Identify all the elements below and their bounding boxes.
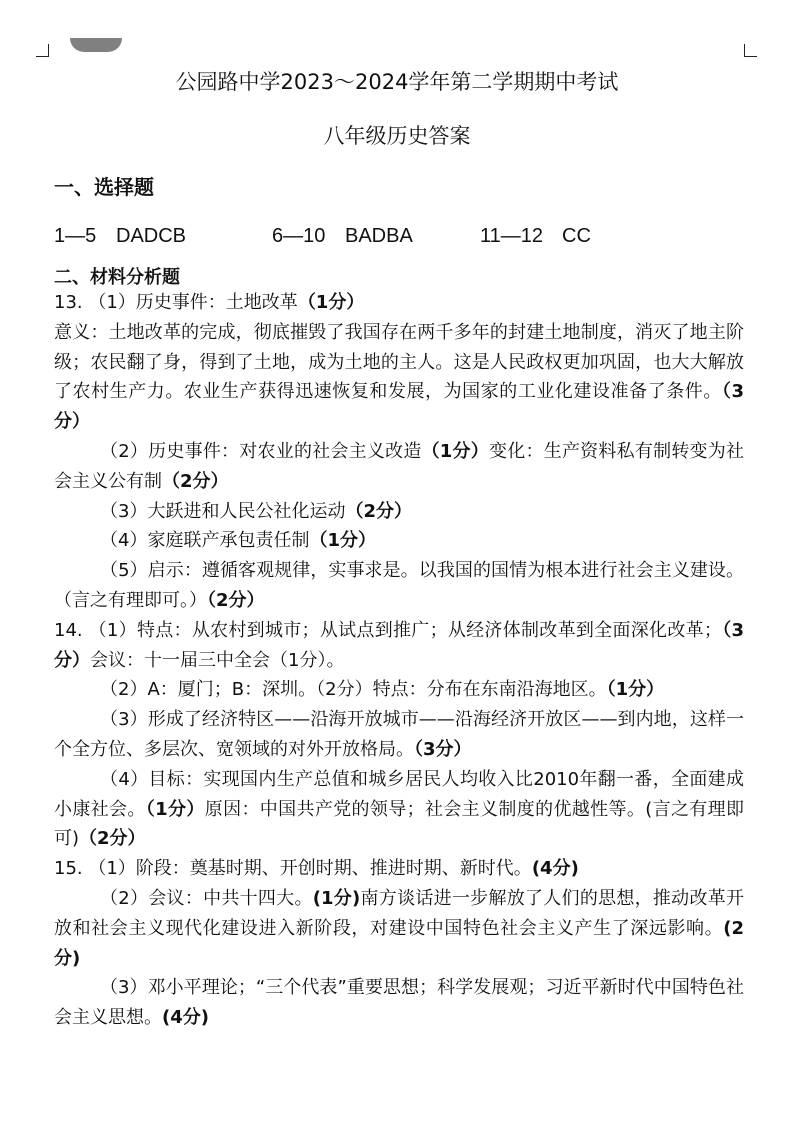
- q14-part2: （2）A：厦门；B：深圳。（2分）特点：分布在东南沿海地区。（1分）: [100, 679, 665, 701]
- q13-part4: （4）家庭联产承包责任制（1分）: [100, 530, 376, 552]
- q14-part4: （4）目标：实现国内生产总值和城乡居民人均收入比2010年翻一番，全面建成小康社会。（1分）原因：中国共产党的领导；社会主义制度的优越性等。(言之有理即可)（2分）: [54, 768, 745, 850]
- q15-part2: （2）会议：中共十四大。(1分)南方谈话进一步解放了人们的思想，推动改革开放和社会主义现代化建设进入新阶段，对建设中国特色社会主义产生了深远影响。(2分): [54, 887, 745, 969]
- q13-part2: （2）历史事件：对农业的社会主义改造（1分）变化：生产资料私有制转变为社会主义公有制（2分）: [54, 440, 745, 492]
- answer-letters-1: DADCB: [116, 225, 187, 247]
- answer-range-2: 6—10: [272, 225, 326, 247]
- answer-letters-2: BADBA: [345, 225, 413, 247]
- answer-range-1: 1—5: [54, 225, 97, 247]
- corner-mark-top-right: [744, 44, 757, 57]
- q15-part1: 15. （1）阶段：奠基时期、开创时期、推进时期、新时代。(4分): [54, 858, 579, 880]
- q13-part3: （3）大跃进和人民公社化运动（2分）: [100, 500, 412, 522]
- answer-range-3: 11—12: [480, 225, 544, 247]
- scan-artifact: [70, 38, 122, 52]
- q14-part3: （3）形成了经济特区——沿海开放城市——沿海经济开放区——到内地，这样一个全方位、多层次、宽领域的对外开放格局。（3分）: [54, 709, 744, 760]
- section-heading-choice: 一、选择题: [54, 175, 154, 199]
- q15-part3: （3）邓小平理论；“三个代表”重要思想；科学发展观；习近平新时代中国特色社会主义思想。(4分): [54, 977, 744, 1029]
- section-heading-analysis: 二、材料分析题: [54, 267, 180, 288]
- q13-part1: 13. （1）历史事件：土地改革（1分）: [54, 292, 365, 313]
- answer-body: [54, 288, 744, 1033]
- q13-significance: 意义：土地改革的完成，彻底摧毁了我国存在两千多年的封建土地制度，消灭了地主阶级；农民翻了身，得到了土地，成为土地的主人。这是人民政权更加巩固，也大大解放了农村生产力。农业生产获得迅速恢复和发展，为国家的工业化建设准备了条件。（3分）: [54, 321, 744, 433]
- answer-letters-3: CC: [562, 225, 591, 247]
- document-subtitle: 八年级历史答案: [323, 124, 471, 148]
- q13-part5: （5）启示：遵循客观规律，实事求是。以我国的国情为根本进行社会主义建设。（言之有理即可。）（2分）: [54, 560, 744, 611]
- q14-part1: 14. （1）特点：从农村到城市；从试点到推广；从经济体制改革到全面深化改革；（3分）会议：十一届三中全会（1分）。: [54, 619, 745, 671]
- corner-mark-top-left: [36, 44, 49, 57]
- document-title: 公园路中学2023～2024学年第二学期期中考试: [175, 70, 619, 94]
